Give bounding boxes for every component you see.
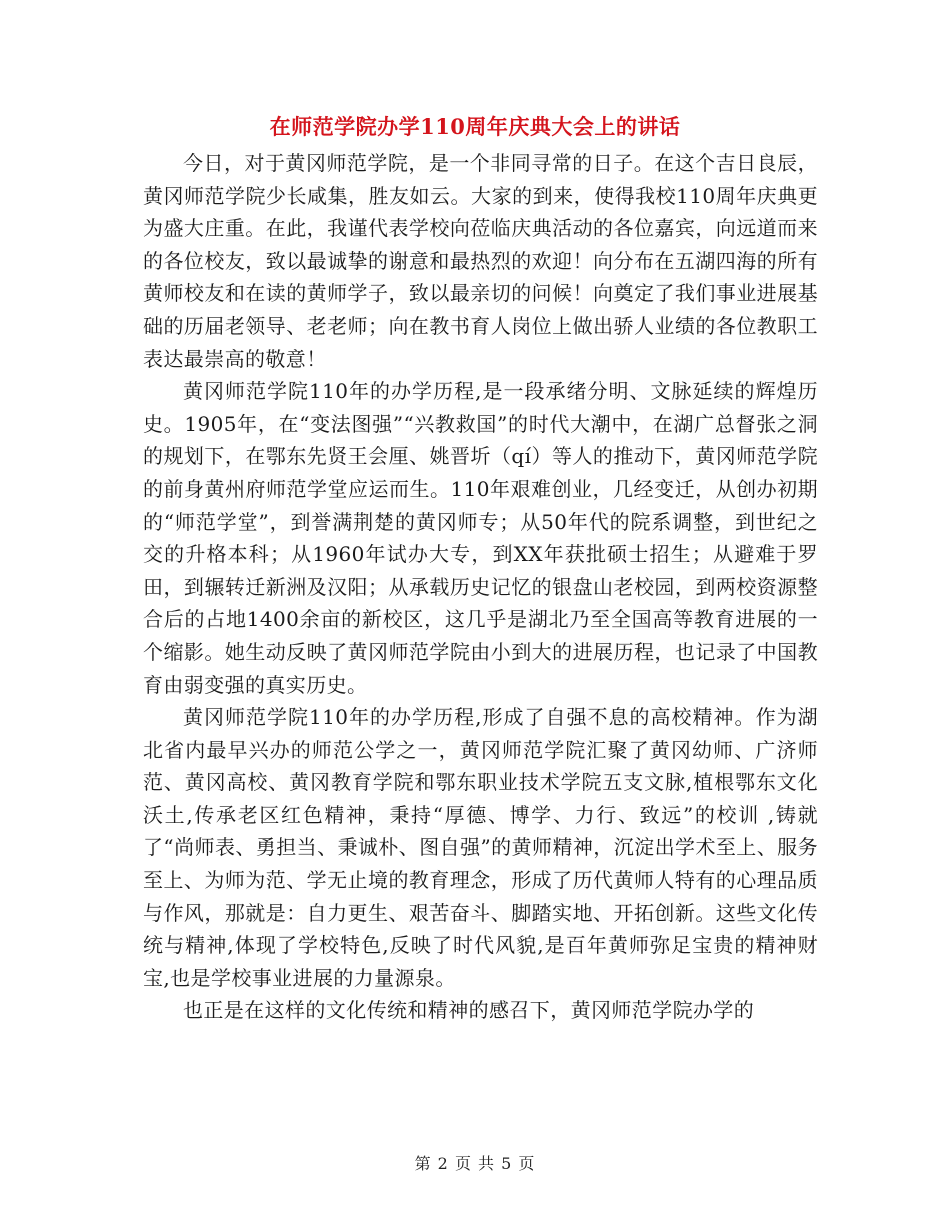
paragraph-continuation: 也正是在这样的文化传统和精神的感召下，黄冈师范学院办学的: [183, 998, 755, 1023]
paragraph-greeting: 今日，对于黄冈师范学院，是一个非同寻常的日子。在这个吉日良辰，黄冈师范学院少长咸集，胜友如云。大家的到来，使得我校110周年庆典更为盛大庄重。在此，我谨代表学校向莅临庆典活动的各位嘉宾，向远道而来的各位校友，致以最诚挚的谢意和最热烈的欢迎！向分布在五湖四海的所有黄师校友和在读的黄师学子，致以最亲切的问候！向奠定了我们事业进展基础的历届老领导、老老师；向在教书育人岗位上做出骄人业绩的各位教职工表达最崇高的敬意！: [143, 151, 818, 371]
document-title: 在师范学院办学110周年庆典大会上的讲话: [269, 114, 681, 139]
paragraph-spirit: 黄冈师范学院110年的办学历程,形成了自强不息的高校精神。作为湖北省内最早兴办的师范公学之一，黄冈师范学院汇聚了黄冈幼师、广济师范、黄冈高校、黄冈教育学院和鄂东职业技术学院五支文脉,植根鄂东文化沃土,传承老区红色精神，秉持“厚德、博学、力行、致远”的校训 ,铸就了“尚师表、勇担当、秉诚朴、图自强”的黄师精神，沉淀出学术至上、服务至上、为师为范、学无止境的教育理念，形成了历代黄师人特有的心理品质与作风，那就是：自力更生、艰苦奋斗、脚踏实地、开拓创新。这些文化传统与精神,体现了学校特色,反映了时代风貌,是百年黄师弥足宝贵的精神财宝,也是学校事业进展的力量源泉。: [143, 705, 818, 990]
page-number-footer: 第 2 页 共 5 页: [414, 1154, 536, 1173]
document-body: [143, 147, 818, 1027]
paragraph-history: 黄冈师范学院110年的办学历程,是一段承绪分明、文脉延续的辉煌历史。1905年，在“变法图强”“兴教救国”的时代大潮中，在湖广总督张之洞的规划下，在鄂东先贤王会厘、姚晋圻（qí）等人的推动下，黄冈师范学院的前身黄州府师范学堂应运而生。110年艰难创业，几经变迁，从创办初期的“师范学堂”，到誉满荆楚的黄冈师专；从50年代的院系调整，到世纪之交的升格本科；从1960年试办大专，到XX年获批硕士招生；从避难于罗田，到辗转迁新洲及汉阳；从承载历史记忆的银盘山老校园，到两校资源整合后的占地1400余亩的新校区，这几乎是湖北乃至全国高等教育进展的一个缩影。她生动反映了黄冈师范学院由小到大的进展历程，也记录了中国教育由弱变强的真实历史。: [143, 379, 818, 697]
